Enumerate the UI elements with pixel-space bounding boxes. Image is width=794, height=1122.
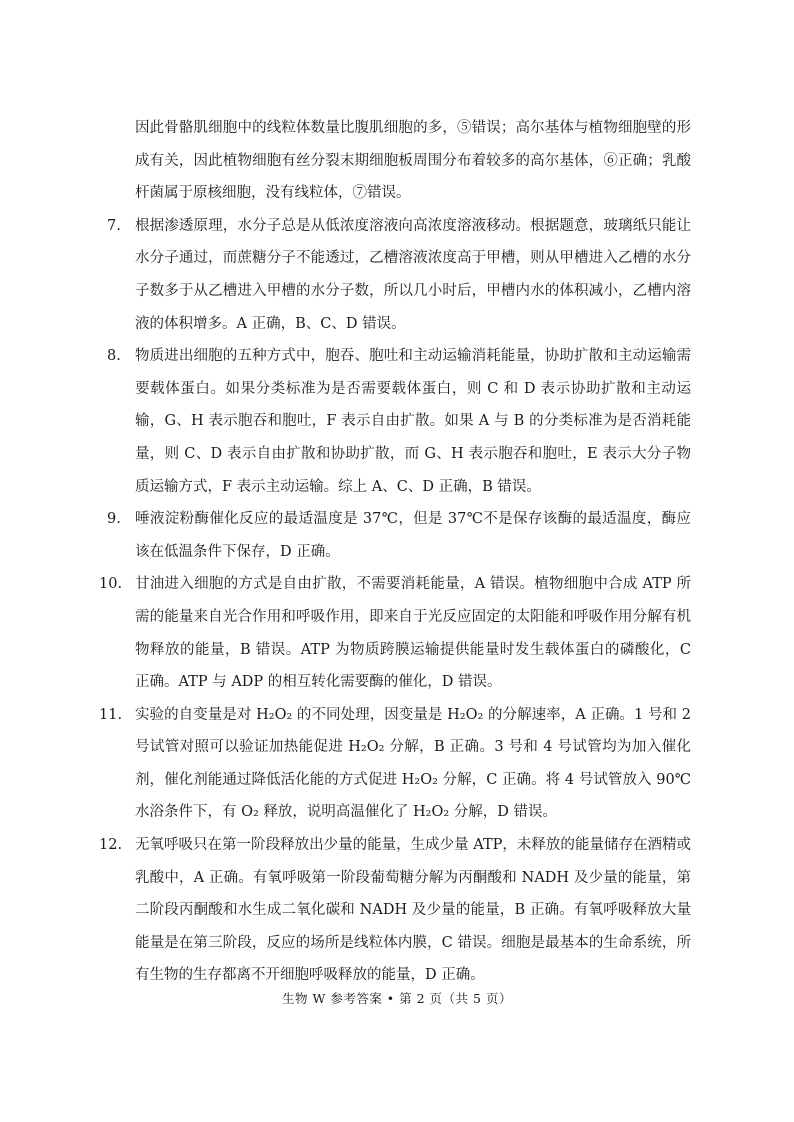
answer-item-12 <box>99 829 691 992</box>
answer-content <box>99 112 691 992</box>
item-text: 唾液淀粉酶催化反应的最适温度是 37℃，但是 37℃不是保存该酶的最适温度，酶应该在低温条件下保存，D 正确。 <box>135 511 691 560</box>
item-number: 8. <box>107 348 121 365</box>
page-footer: 生物 W 参考答案 • 第 2 页（共 5 页） <box>282 991 512 1006</box>
item-number: 7. <box>107 217 121 234</box>
item-number: 9. <box>107 511 121 528</box>
item-number: 11. <box>99 706 123 723</box>
answer-item-10 <box>99 568 691 698</box>
item-number: 12. <box>99 837 123 854</box>
answer-item-8 <box>107 340 691 503</box>
answer-item-9 <box>107 503 691 568</box>
answer-item-11 <box>99 699 691 829</box>
item-text: 根据渗透原理，水分子总是从低浓度溶液向高浓度溶液移动。根据题意，玻璃纸只能让水分子通过，而蔗糖分子不能透过，乙槽溶液浓度高于甲槽，则从甲槽进入乙槽的水分子数多于从乙槽进入甲槽的水分子数，所以几小时后，甲槽内水的体积减小，乙槽内溶液的体积增多。A 正确，B、C、D 错误。 <box>135 217 691 332</box>
item-number: 10. <box>99 576 123 593</box>
item-text: 无氧呼吸只在第一阶段释放出少量的能量，生成少量 ATP，未释放的能量储存在酒精或乳酸中，A 正确。有氧呼吸第一阶段葡萄糖分解为丙酮酸和 NADH 及少量的能量，第二阶段丙酮酸和水生成二氧化碳和 NADH 及少量的能量，B 正确。有氧呼吸释放大量能量是在第三阶段，反应的场所是线粒体内膜，C 错误。细胞是最基本的生命系统，所有生物的生存都离不开细胞呼吸释放的能量，D 正确。 <box>135 837 691 984</box>
item-text: 实验的自变量是对 H₂O₂ 的不同处理，因变量是 H₂O₂ 的分解速率，A 正确。1 号和 2 号试管对照可以验证加热能促进 H₂O₂ 分解，B 正确。3 号和 4 号试管均为加入催化剂，催化剂能通过降低活化能的方式促进 H₂O₂ 分解，C 正确。将 4 号试管放入 90℃水浴条件下，有 O₂ 释放，说明高温催化了 H₂O₂ 分解，D 错误。 <box>135 706 691 821</box>
item-text: 物质进出细胞的五种方式中，胞吞、胞吐和主动运输消耗能量，协助扩散和主动运输需要载体蛋白。如果分类标准为是否需要载体蛋白，则 C 和 D 表示协助扩散和主动运输，G、H 表示胞吞和胞吐，F 表示自由扩散。如果 A 与 B 的分类标准为是否消耗能量，则 C、D 表示自由扩散和协助扩散，而 G、H 表示胞吞和胞吐，E 表示大分子物质运输方式，F 表示主动运输。综上 A、C、D 正确，B 错误。 <box>135 348 691 495</box>
answer-item-7 <box>107 210 691 340</box>
continued-paragraph: 因此骨骼肌细胞中的线粒体数量比腹肌细胞的多，⑤错误；高尔基体与植物细胞壁的形成有关，因此植物细胞有丝分裂末期细胞板周围分布着较多的高尔基体，⑥正确；乳酸杆菌属于原核细胞，没有线粒体，⑦错误。 <box>135 120 691 202</box>
item-text: 甘油进入细胞的方式是自由扩散，不需要消耗能量，A 错误。植物细胞中合成 ATP 所需的能量来自光合作用和呼吸作用，即来自于光反应固定的太阳能和呼吸作用分解有机物释放的能量，B 错误。ATP 为物质跨膜运输提供能量时发生载体蛋白的磷酸化，C 正确。ATP 与 ADP 的相互转化需要酶的催化，D 错误。 <box>135 576 691 691</box>
